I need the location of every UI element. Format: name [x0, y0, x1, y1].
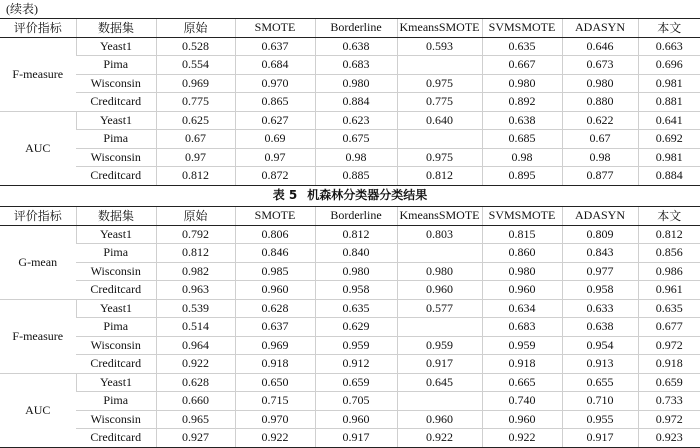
- table-row: [0, 111, 700, 130]
- metric-cell: AUC: [0, 111, 76, 185]
- value-cell: 0.792: [156, 225, 235, 244]
- dataset-cell: Pima: [76, 244, 156, 263]
- dataset-cell: Yeast1: [76, 299, 156, 318]
- value-cell: 0.972: [638, 410, 700, 429]
- value-cell: 0.625: [156, 111, 235, 130]
- value-cell: 0.683: [315, 56, 397, 75]
- value-cell: 0.638: [562, 318, 638, 337]
- metric-cell: F-measure: [0, 37, 76, 111]
- value-cell: 0.660: [156, 392, 235, 411]
- value-cell: 0.641: [638, 111, 700, 130]
- value-cell: 0.981: [638, 74, 700, 93]
- value-cell: 0.659: [315, 373, 397, 392]
- metric-cell: F-measure: [0, 299, 76, 373]
- value-cell: 0.975: [397, 74, 482, 93]
- value-cell: 0.954: [562, 336, 638, 355]
- header-row: [0, 19, 700, 38]
- dataset-cell: Pima: [76, 392, 156, 411]
- value-cell: 0.812: [315, 225, 397, 244]
- table-row: [0, 281, 700, 300]
- dataset-cell: Pima: [76, 318, 156, 337]
- table-row: [0, 410, 700, 429]
- value-cell: 0.554: [156, 56, 235, 75]
- dataset-cell: Creditcard: [76, 281, 156, 300]
- dataset-cell: Creditcard: [76, 167, 156, 186]
- column-header: 评价指标: [0, 207, 76, 226]
- value-cell: 0.577: [397, 299, 482, 318]
- value-cell: 0.965: [156, 410, 235, 429]
- table-row: [0, 318, 700, 337]
- column-header: KmeansSMOTE: [397, 207, 482, 226]
- dataset-cell: Wisconsin: [76, 336, 156, 355]
- value-cell: 0.628: [235, 299, 315, 318]
- table-a-body: [0, 19, 700, 186]
- table-row: [0, 167, 700, 186]
- value-cell: 0.961: [638, 281, 700, 300]
- dataset-cell: Creditcard: [76, 429, 156, 448]
- value-cell: 0.969: [156, 74, 235, 93]
- table-row: [0, 262, 700, 281]
- column-header: 原始: [156, 19, 235, 38]
- value-cell: 0.918: [235, 355, 315, 374]
- value-cell: 0.969: [235, 336, 315, 355]
- value-cell: 0.959: [482, 336, 562, 355]
- value-cell: 0.705: [315, 392, 397, 411]
- value-cell: 0.667: [482, 56, 562, 75]
- value-cell: 0.637: [235, 37, 315, 56]
- value-cell: 0.650: [235, 373, 315, 392]
- value-cell: 0.629: [315, 318, 397, 337]
- table-row: [0, 130, 700, 149]
- value-cell: 0.815: [482, 225, 562, 244]
- value-cell: 0.665: [482, 373, 562, 392]
- dataset-cell: Wisconsin: [76, 410, 156, 429]
- value-cell: 0.960: [397, 410, 482, 429]
- value-cell: 0.970: [235, 74, 315, 93]
- metric-cell: AUC: [0, 373, 76, 447]
- value-cell: 0.980: [315, 74, 397, 93]
- column-header: ADASYN: [562, 207, 638, 226]
- value-cell: 0.960: [235, 281, 315, 300]
- dataset-cell: Yeast1: [76, 225, 156, 244]
- table-row: [0, 429, 700, 448]
- value-cell: 0.958: [315, 281, 397, 300]
- value-cell: 0.885: [315, 167, 397, 186]
- value-cell: 0.912: [315, 355, 397, 374]
- value-cell: 0.958: [562, 281, 638, 300]
- value-cell: 0.960: [397, 281, 482, 300]
- column-header: Borderline: [315, 19, 397, 38]
- table-caption: [0, 186, 700, 204]
- value-cell: 0.922: [235, 429, 315, 448]
- dataset-cell: Pima: [76, 130, 156, 149]
- value-cell: 0.692: [638, 130, 700, 149]
- value-cell: 0.638: [482, 111, 562, 130]
- value-cell: [397, 392, 482, 411]
- value-cell: [397, 56, 482, 75]
- value-cell: 0.856: [638, 244, 700, 263]
- value-cell: 0.913: [562, 355, 638, 374]
- dataset-cell: Creditcard: [76, 93, 156, 112]
- column-header: SMOTE: [235, 207, 315, 226]
- value-cell: 0.959: [315, 336, 397, 355]
- column-header: 数据集: [76, 207, 156, 226]
- value-cell: 0.840: [315, 244, 397, 263]
- value-cell: 0.975: [397, 148, 482, 167]
- value-cell: 0.955: [562, 410, 638, 429]
- value-cell: 0.635: [315, 299, 397, 318]
- value-cell: 0.812: [156, 244, 235, 263]
- value-cell: 0.881: [638, 93, 700, 112]
- value-cell: [397, 318, 482, 337]
- value-cell: 0.740: [482, 392, 562, 411]
- value-cell: 0.865: [235, 93, 315, 112]
- dataset-cell: Yeast1: [76, 111, 156, 130]
- value-cell: 0.710: [562, 392, 638, 411]
- value-cell: 0.655: [562, 373, 638, 392]
- value-cell: 0.970: [235, 410, 315, 429]
- value-cell: [397, 130, 482, 149]
- column-header: Borderline: [315, 207, 397, 226]
- value-cell: 0.872: [235, 167, 315, 186]
- value-cell: 0.635: [482, 37, 562, 56]
- value-cell: 0.917: [397, 355, 482, 374]
- caption-title: 机森林分类器分类结果: [307, 188, 428, 202]
- value-cell: 0.67: [562, 130, 638, 149]
- value-cell: 0.677: [638, 318, 700, 337]
- value-cell: 0.980: [562, 74, 638, 93]
- table-row: [0, 244, 700, 263]
- table-row: [0, 56, 700, 75]
- dataset-cell: Pima: [76, 56, 156, 75]
- column-header: SMOTE: [235, 19, 315, 38]
- value-cell: 0.684: [235, 56, 315, 75]
- table-row: [0, 355, 700, 374]
- value-cell: 0.960: [315, 410, 397, 429]
- value-cell: 0.922: [156, 355, 235, 374]
- value-cell: 0.98: [482, 148, 562, 167]
- value-cell: 0.892: [482, 93, 562, 112]
- value-cell: 0.846: [235, 244, 315, 263]
- value-cell: 0.884: [638, 167, 700, 186]
- column-header: SVMSMOTE: [482, 19, 562, 38]
- value-cell: 0.528: [156, 37, 235, 56]
- metric-cell: G-mean: [0, 225, 76, 299]
- column-header: ADASYN: [562, 19, 638, 38]
- value-cell: 0.980: [482, 262, 562, 281]
- table-row: [0, 299, 700, 318]
- dataset-cell: Creditcard: [76, 355, 156, 374]
- value-cell: 0.514: [156, 318, 235, 337]
- value-cell: 0.843: [562, 244, 638, 263]
- value-cell: 0.635: [638, 299, 700, 318]
- dataset-cell: Wisconsin: [76, 148, 156, 167]
- value-cell: 0.895: [482, 167, 562, 186]
- value-cell: 0.980: [482, 74, 562, 93]
- value-cell: 0.980: [315, 262, 397, 281]
- column-header: SVMSMOTE: [482, 207, 562, 226]
- value-cell: 0.775: [397, 93, 482, 112]
- value-cell: 0.593: [397, 37, 482, 56]
- results-table-random-forest: [0, 206, 700, 448]
- value-cell: 0.884: [315, 93, 397, 112]
- value-cell: 0.98: [315, 148, 397, 167]
- value-cell: 0.97: [235, 148, 315, 167]
- value-cell: 0.675: [315, 130, 397, 149]
- column-header: 评价指标: [0, 19, 76, 38]
- dataset-cell: Yeast1: [76, 373, 156, 392]
- value-cell: 0.964: [156, 336, 235, 355]
- value-cell: 0.922: [482, 429, 562, 448]
- value-cell: 0.539: [156, 299, 235, 318]
- value-cell: 0.673: [562, 56, 638, 75]
- value-cell: 0.918: [482, 355, 562, 374]
- value-cell: 0.733: [638, 392, 700, 411]
- value-cell: 0.637: [235, 318, 315, 337]
- value-cell: 0.927: [156, 429, 235, 448]
- value-cell: 0.696: [638, 56, 700, 75]
- value-cell: 0.860: [482, 244, 562, 263]
- value-cell: 0.960: [482, 410, 562, 429]
- table-row: [0, 373, 700, 392]
- value-cell: 0.775: [156, 93, 235, 112]
- header-row: [0, 207, 700, 226]
- column-header: 本文: [638, 207, 700, 226]
- value-cell: 0.982: [156, 262, 235, 281]
- dataset-cell: Wisconsin: [76, 74, 156, 93]
- value-cell: 0.918: [638, 355, 700, 374]
- continued-label: (续表): [6, 2, 38, 16]
- value-cell: 0.980: [397, 262, 482, 281]
- value-cell: 0.986: [638, 262, 700, 281]
- value-cell: 0.963: [156, 281, 235, 300]
- value-cell: 0.715: [235, 392, 315, 411]
- column-header: 本文: [638, 19, 700, 38]
- value-cell: 0.98: [562, 148, 638, 167]
- table-row: [0, 74, 700, 93]
- value-cell: 0.97: [156, 148, 235, 167]
- value-cell: 0.812: [638, 225, 700, 244]
- value-cell: 0.646: [562, 37, 638, 56]
- column-header: 原始: [156, 207, 235, 226]
- table-row: [0, 148, 700, 167]
- value-cell: 0.69: [235, 130, 315, 149]
- value-cell: 0.622: [562, 111, 638, 130]
- value-cell: 0.806: [235, 225, 315, 244]
- value-cell: 0.977: [562, 262, 638, 281]
- value-cell: 0.959: [397, 336, 482, 355]
- value-cell: 0.981: [638, 148, 700, 167]
- value-cell: 0.640: [397, 111, 482, 130]
- value-cell: 0.638: [315, 37, 397, 56]
- dataset-cell: Yeast1: [76, 37, 156, 56]
- results-table-continued: [0, 18, 700, 186]
- value-cell: 0.685: [482, 130, 562, 149]
- value-cell: 0.923: [638, 429, 700, 448]
- value-cell: 0.812: [156, 167, 235, 186]
- table-row: [0, 336, 700, 355]
- value-cell: 0.880: [562, 93, 638, 112]
- value-cell: 0.917: [315, 429, 397, 448]
- value-cell: 0.917: [562, 429, 638, 448]
- table-row: [0, 93, 700, 112]
- value-cell: 0.634: [482, 299, 562, 318]
- value-cell: [397, 244, 482, 263]
- value-cell: 0.812: [397, 167, 482, 186]
- value-cell: 0.683: [482, 318, 562, 337]
- value-cell: 0.659: [638, 373, 700, 392]
- value-cell: 0.663: [638, 37, 700, 56]
- value-cell: 0.809: [562, 225, 638, 244]
- table-b-body: [0, 207, 700, 448]
- value-cell: 0.960: [482, 281, 562, 300]
- value-cell: 0.985: [235, 262, 315, 281]
- value-cell: 0.922: [397, 429, 482, 448]
- value-cell: 0.623: [315, 111, 397, 130]
- caption-number: 表 5: [272, 188, 298, 202]
- dataset-cell: Wisconsin: [76, 262, 156, 281]
- value-cell: 0.877: [562, 167, 638, 186]
- value-cell: 0.803: [397, 225, 482, 244]
- table-row: [0, 37, 700, 56]
- value-cell: 0.633: [562, 299, 638, 318]
- value-cell: 0.67: [156, 130, 235, 149]
- value-cell: 0.645: [397, 373, 482, 392]
- table-row: [0, 225, 700, 244]
- table-row: [0, 392, 700, 411]
- value-cell: 0.627: [235, 111, 315, 130]
- value-cell: 0.628: [156, 373, 235, 392]
- column-header: 数据集: [76, 19, 156, 38]
- column-header: KmeansSMOTE: [397, 19, 482, 38]
- value-cell: 0.972: [638, 336, 700, 355]
